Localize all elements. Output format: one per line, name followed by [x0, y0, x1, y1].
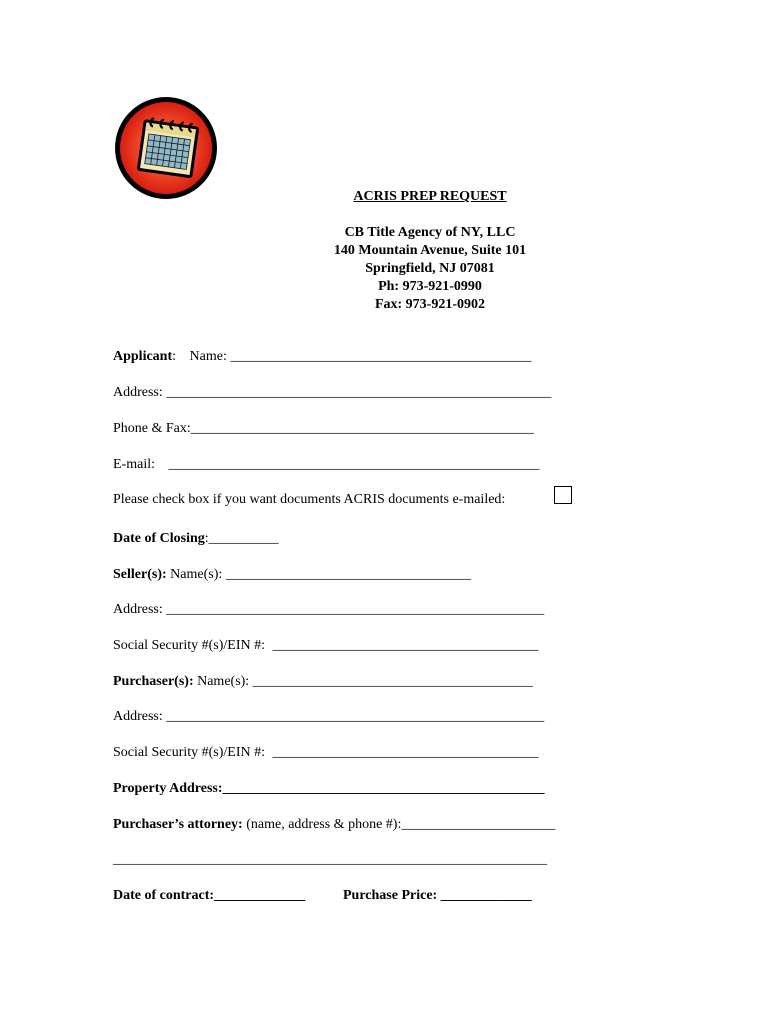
contract-date-label: Date of contract: — [113, 888, 215, 903]
applicant-row — [113, 349, 531, 365]
purchase-price-label: Purchase Price: — [343, 888, 438, 903]
applicant-address-label: Address: — [113, 385, 163, 400]
purchaser-names-field[interactable]: ________________________________________ — [252, 674, 533, 689]
purchaser-names-row — [113, 674, 533, 690]
seller-ssn-field[interactable]: ______________________________________ — [272, 638, 539, 653]
form-title: ACRIS PREP REQUEST — [353, 189, 507, 204]
closing-date-colon: : — [204, 531, 209, 546]
purchaser-label: Purchaser(s): — [113, 674, 194, 689]
purchase-price-row — [343, 888, 532, 904]
applicant-phone-fax-field[interactable]: _________________________________________________ — [190, 421, 534, 436]
closing-row — [113, 531, 279, 547]
email-documents-prompt: Please check box if you want documents ACRIS documents e-mailed: — [113, 492, 506, 507]
seller-ssn-label: Social Security #(s)/EIN #: — [113, 638, 266, 653]
purchase-price-field[interactable]: _____________ — [440, 888, 532, 903]
applicant-address-row — [113, 385, 551, 401]
company-fax: Fax: 973-921-0902 — [374, 297, 486, 312]
purchaser-address-label: Address: — [113, 709, 163, 724]
company-city: Springfield, NJ 07081 — [365, 261, 495, 276]
calendar-logo-icon — [112, 93, 220, 203]
company-phone: Ph: 973-921-0990 — [378, 279, 482, 294]
purchaser-ssn-row — [113, 745, 539, 761]
applicant-address-field[interactable]: _______________________________________________________ — [166, 385, 552, 400]
attorney-hint: (name, address & phone #): — [246, 817, 402, 832]
seller-names-label: Name(s): — [170, 567, 223, 582]
property-address-field[interactable]: ______________________________________________ — [222, 781, 545, 796]
email-documents-checkbox[interactable] — [554, 486, 572, 504]
attorney-row — [113, 817, 555, 833]
company-name: CB Title Agency of NY, LLC — [344, 225, 516, 240]
property-address-label: Property Address: — [113, 781, 223, 796]
attorney-label: Purchaser’s attorney: — [113, 817, 243, 832]
purchaser-ssn-label: Social Security #(s)/EIN #: — [113, 745, 266, 760]
company-address: 140 Mountain Avenue, Suite 101 — [333, 243, 527, 258]
applicant-name-field[interactable]: ___________________________________________ — [230, 349, 532, 364]
applicant-email-field[interactable]: _____________________________________________________ — [168, 457, 540, 472]
purchaser-address-row — [113, 709, 544, 725]
closing-date-field[interactable]: __________ — [208, 531, 279, 546]
purchaser-names-label: Name(s): — [197, 674, 250, 689]
applicant-label: Applicant — [113, 349, 173, 364]
purchaser-address-field[interactable]: ______________________________________________________ — [166, 709, 545, 724]
seller-address-field[interactable]: ______________________________________________________ — [166, 602, 545, 617]
contract-date-row — [113, 888, 305, 904]
applicant-email-row — [113, 457, 540, 473]
property-row — [113, 781, 545, 797]
applicant-phone-fax-row — [113, 421, 534, 437]
closing-date-label: Date of Closing — [113, 531, 205, 546]
seller-address-label: Address: — [113, 602, 163, 617]
contract-date-field[interactable]: _____________ — [214, 888, 306, 903]
applicant-name-label: Name: — [189, 349, 227, 364]
seller-ssn-row — [113, 638, 539, 654]
applicant-email-label: E-mail: — [113, 457, 155, 472]
applicant-phone-fax-label: Phone & Fax: — [113, 421, 191, 436]
applicant-colon: : — [172, 349, 177, 364]
seller-names-row — [113, 567, 471, 583]
seller-address-row — [113, 602, 544, 618]
purchaser-ssn-field[interactable]: ______________________________________ — [272, 745, 539, 760]
attorney-field[interactable]: ______________________ — [401, 817, 556, 832]
seller-label: Seller(s): — [113, 567, 167, 582]
seller-names-field[interactable]: ___________________________________ — [225, 567, 471, 582]
attorney-continuation-field[interactable]: ______________________________________________________________ — [113, 852, 547, 867]
